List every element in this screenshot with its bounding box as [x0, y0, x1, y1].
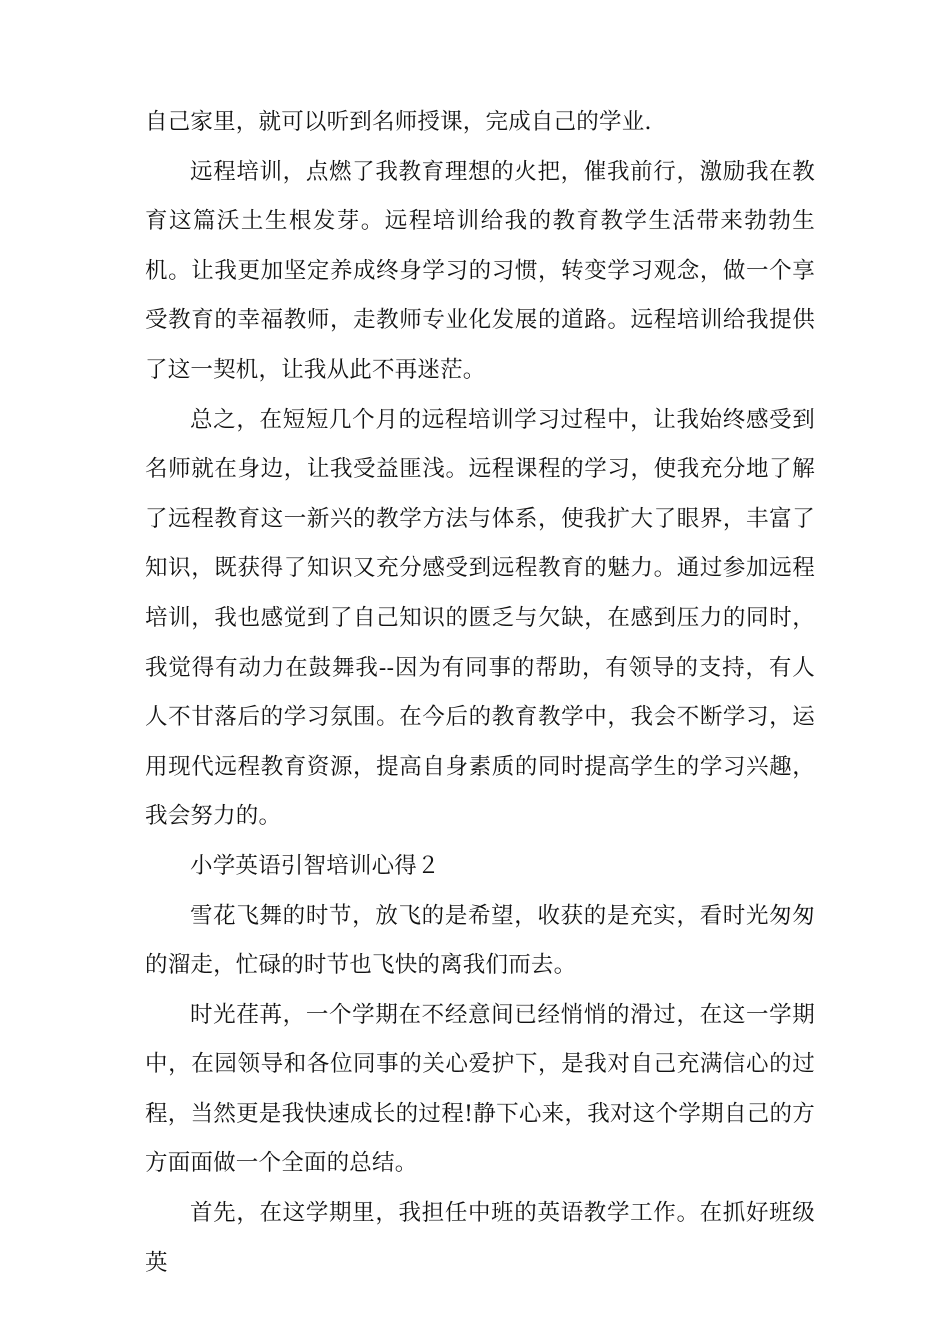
paragraph-summary: 总之，在短短几个月的远程培训学习过程中，让我始终感受到名师就在身边，让我受益匪浅。远程课程的学习，使我充分地了解了远程教育这一新兴的教学方法与体系，使我扩大了眼界，丰富了知识，既获得了知识又充分感受到远程教育的魅力。通过参加远程培训，我也感觉到了自己知识的匮乏与欠缺，在感到压力的同时，我觉得有动力在鼓舞我--因为有同事的帮助，有领导的支持，有人人不甘落后的学习氛围。在今后的教育教学中，我会不断学习，运用现代远程教育资源，提高自身素质的同时提高学生的学习兴趣，我会努力的。 — [145, 406, 815, 830]
section-heading: 小学英语引智培训心得２ — [190, 852, 440, 879]
paragraph-teaching-work: 首先，在这学期里，我担任中班的英语教学工作。在抓好班级英 — [145, 1200, 815, 1276]
paragraph-snowflakes: 雪花飞舞的时节，放飞的是希望，收获的是充实，看时光匆匆的溜走，忙碌的时节也飞快的离我们而去。 — [145, 902, 815, 979]
paragraph-semester-review: 时光荏苒，一个学期在不经意间已经悄悄的滑过，在这一学期中，在园领导和各位同事的关心爱护下，是我对自己充满信心的过程，当然更是我快速成长的过程!静下心来，我对这个学期自己的方方面面做一个全面的总结。 — [145, 1001, 815, 1177]
document-body — [145, 98, 815, 1288]
paragraph-continuation: 自己家里，就可以听到名师授课，完成自己的学业. — [145, 109, 652, 135]
paragraph-remote-training-torch: 远程培训，点燃了我教育理想的火把，催我前行，激励我在教育这篇沃土生根发芽。远程培训给我的教育教学生活带来勃勃生机。让我更加坚定养成终身学习的习惯，转变学习观念，做一个享受教育的幸福教师，走教师专业化发展的道路。远程培训给我提供了这一契机，让我从此不再迷茫。 — [145, 158, 815, 383]
